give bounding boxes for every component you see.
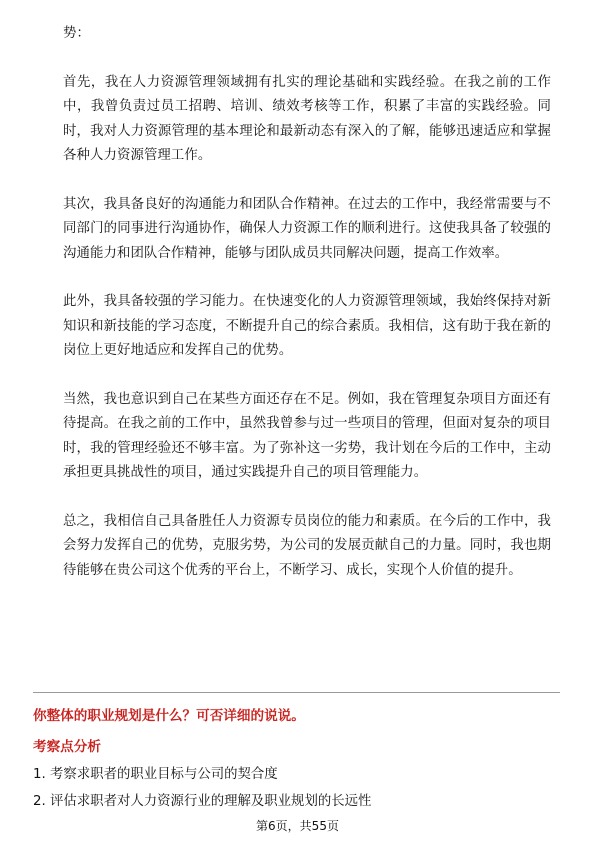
paragraph-third-point: 此外，我具备较强的学习能力。在快速变化的人力资源管理领域，我始终保持对新知识和新技能的学习态度，不断提升自己的综合素质。我相信，这有助于我在新的岗位上更好地适应和发挥自己的优势。 xyxy=(63,294,551,358)
paragraph-gap xyxy=(63,169,551,193)
section-divider xyxy=(33,692,560,693)
paragraph-conclusion: 总之，我相信自己具备胜任人力资源专员岗位的能力和素质。在今后的工作中，我会努力发挥自己的优势，克服劣势，为公司的发展贡献自己的力量。同时，我也期待能够在贵公司这个优秀的平台上，不断学习、成长，实现个人价值的提升。 xyxy=(63,513,551,578)
paragraph-weakness: 当然，我也意识到自己在某些方面还存在不足。例如，我在管理复杂项目方面还有待提高。在我之前的工作中，虽然我曾参与过一些项目的管理，但面对复杂的项目时，我的管理经验还不够丰富。为了弥补这一劣势，我计划在今后的工作中，主动承担更具挑战性的项目，通过实践提升自己的项目管理能力。 xyxy=(63,391,551,480)
paragraph-first-point: 首先，我在人力资源管理领域拥有扎实的理论基础和实践经验。在我之前的工作中，我曾负责过员工招聘、培训、绩效考核等工作，积累了丰富的实践经验。同时，我对人力资源管理的基本理论和最新动态有深入的了解，能够迅速适应和掌握各种人力资源管理工作。 xyxy=(63,74,551,163)
analysis-heading: 考察点分析 xyxy=(33,739,101,755)
paragraph-gap xyxy=(63,266,551,290)
paragraph-gap xyxy=(63,47,551,71)
analysis-point-2: 2. 评估求职者对人力资源行业的理解及职业规划的长远性 xyxy=(33,794,372,809)
paragraph-gap xyxy=(63,486,551,510)
paragraph-continuation: 势： xyxy=(63,26,90,41)
page-number: 第6页，共55页 xyxy=(256,819,339,833)
answer-body xyxy=(63,22,551,583)
interview-question: 你整体的职业规划是什么？可否详细的说说。 xyxy=(33,708,305,724)
paragraph-second-point: 其次，我具备良好的沟通能力和团队合作精神。在过去的工作中，我经常需要与不同部门的同事进行沟通协作，确保人力资源工作的顺利进行。这使我具备了较强的沟通能力和团队合作精神，能够与团队成员共同解决问题，提高工作效率。 xyxy=(63,196,551,261)
analysis-point-1: 1. 考察求职者的职业目标与公司的契合度 xyxy=(33,767,278,782)
paragraph-gap xyxy=(63,364,551,388)
